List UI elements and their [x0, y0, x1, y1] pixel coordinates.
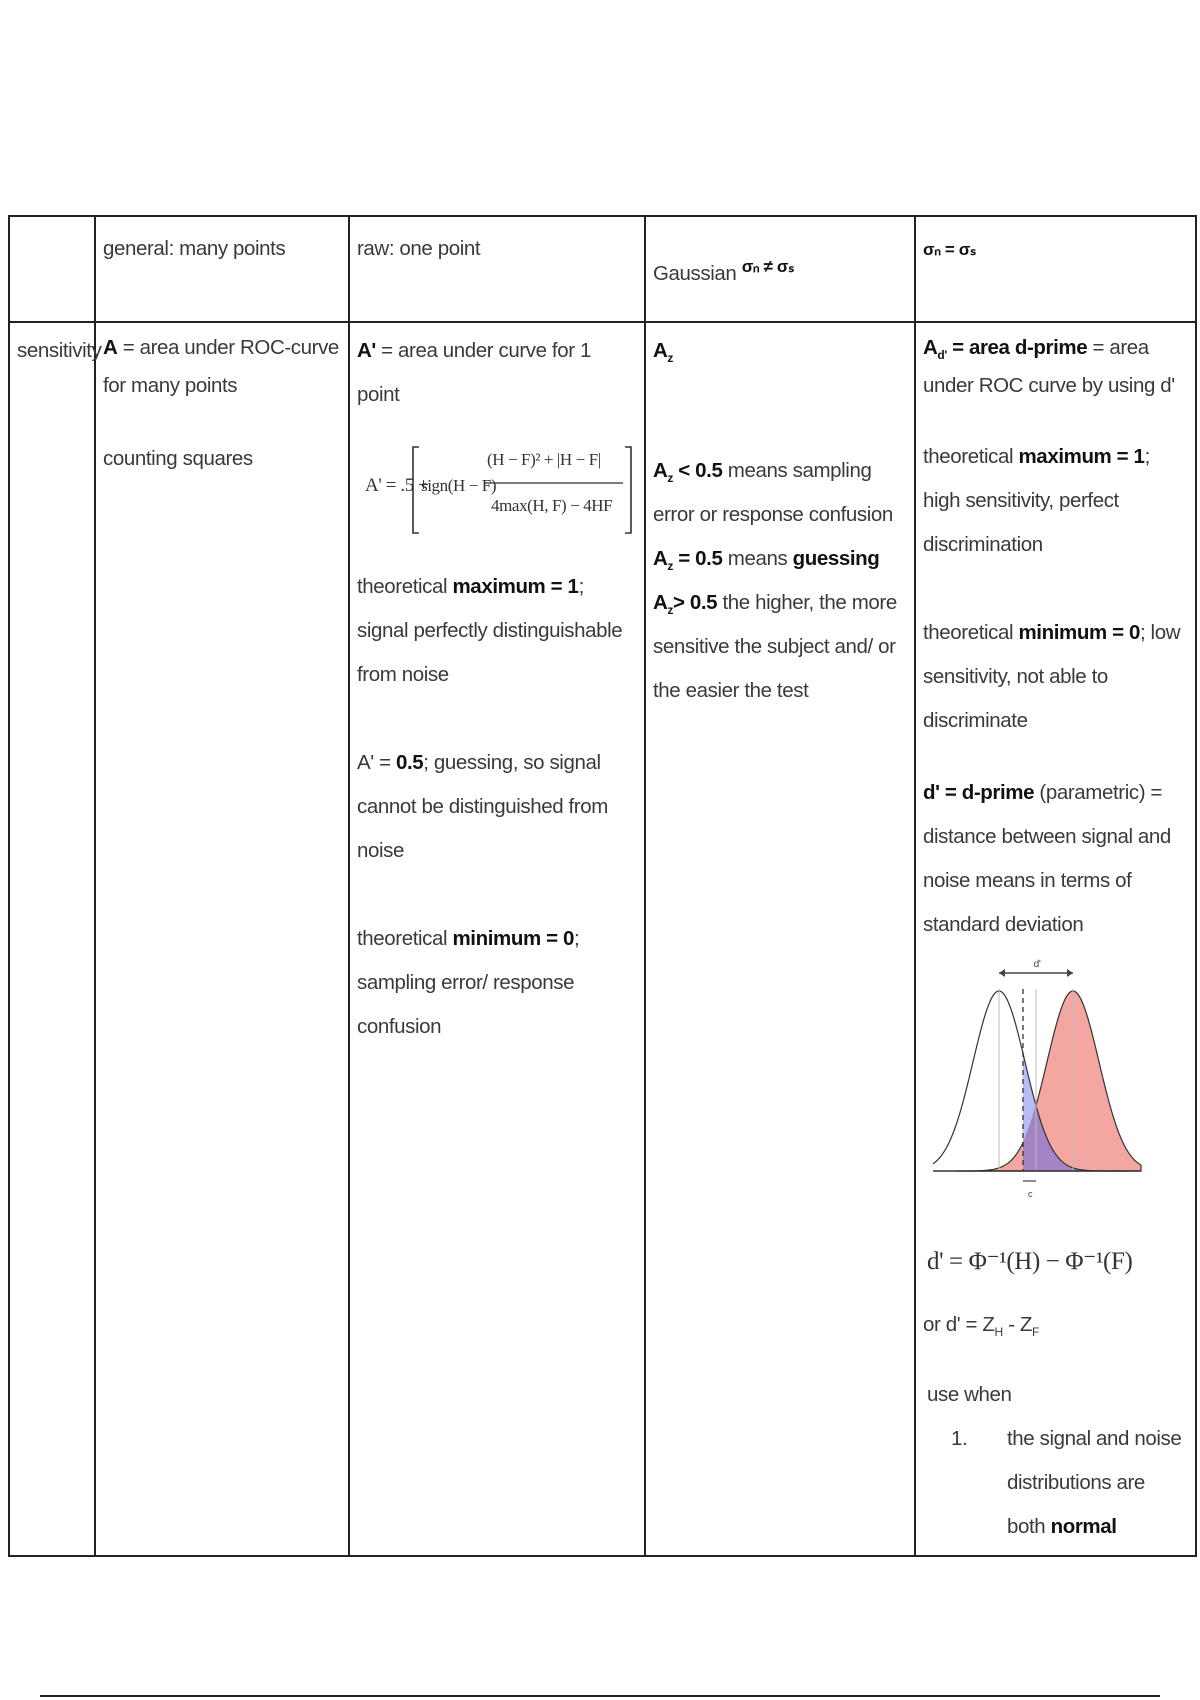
gaussian-above-half: $A_z> 0.5$ the higher, the more sensitive the subject and/ or the easier the test — [653, 591, 897, 702]
right-bracket — [625, 447, 631, 533]
raw-minimum: theoretical minimum = 0; sampling error/ response confusion — [357, 927, 580, 1038]
sensitivity-row — [9, 322, 1196, 1556]
gaussian-term: $A_z$ — [653, 339, 674, 366]
row-label-cell — [9, 322, 102, 1556]
comparison-table — [8, 215, 1197, 1557]
header-empty-cell — [9, 216, 95, 322]
equal-variance-cell — [915, 322, 1196, 1556]
dprime-formula — [923, 1231, 1143, 1287]
gaussian-below-half: $A_z < 0.5$ means sampling error or response confusion — [653, 459, 893, 526]
general-definition: A = area under ROC-curve for many points — [103, 336, 339, 397]
header-general — [95, 216, 349, 322]
header-gaussian-condition: σₙ ≠ σₛ — [741, 257, 795, 276]
general-extra: counting squares — [103, 447, 253, 470]
a-prime-formula — [357, 423, 637, 543]
dprime-z-formula: or $d' = Z_H - Z_F$ — [923, 1313, 1039, 1340]
svg-text:d' = Φ⁻¹(H) − Φ⁻¹(F): d' = Φ⁻¹(H) − Φ⁻¹(F) — [927, 1248, 1133, 1275]
dprime-plot-label: d' — [1033, 959, 1041, 970]
ad-definition: $A_{d'}$ = area d-prime = area under ROC curve by using d' — [923, 336, 1175, 397]
criterion-label: c — [1027, 1189, 1033, 1199]
dprime-definition: d' = d-prime (parametric) = distance between signal and noise means in terms of standard deviation — [923, 781, 1171, 936]
sdt-distribution-plot — [927, 959, 1147, 1209]
use-when-label: use when — [927, 1383, 1012, 1406]
formula-sign: sign(H − F) — [421, 476, 497, 495]
formula-denominator: 4max(H, F) − 4HF — [491, 496, 613, 515]
row-label: sensitivity — [17, 339, 102, 362]
gaussian-at-half: $A_z = 0.5$ means guessing — [653, 547, 880, 574]
header-raw — [349, 216, 645, 322]
header-row — [9, 216, 1196, 322]
footer-rule — [40, 1695, 1160, 1697]
header-equal-variance — [915, 216, 1196, 322]
formula-numerator: (H − F)² + |H − F| — [487, 450, 601, 469]
formula-lhs: A' = .5 + — [365, 475, 429, 496]
raw-cell — [349, 322, 645, 1556]
gaussian-cell — [645, 322, 915, 1556]
raw-definition: A' = area under curve for 1 point — [357, 339, 591, 406]
ad-maximum: theoretical maximum = 1; high sensitivity, perfect discrimination — [923, 445, 1150, 556]
header-gaussian-label: Gaussian — [653, 261, 737, 285]
header-equal-condition: σₙ = σₛ — [923, 240, 976, 259]
raw-guessing: A' = 0.5; guessing, so signal cannot be distinguished from noise — [357, 751, 608, 862]
header-gaussian — [645, 216, 915, 322]
general-cell — [95, 322, 349, 1556]
raw-maximum: theoretical maximum = 1; signal perfectly distinguishable from noise — [357, 575, 623, 686]
ad-minimum: theoretical minimum = 0; low sensitivity, not able to discriminate — [923, 621, 1181, 732]
list-item: 1. the signal and noise distributions are both normal — [951, 1427, 1182, 1538]
header-raw-label: raw: one point — [357, 237, 481, 260]
header-general-label: general: many points — [103, 237, 286, 260]
